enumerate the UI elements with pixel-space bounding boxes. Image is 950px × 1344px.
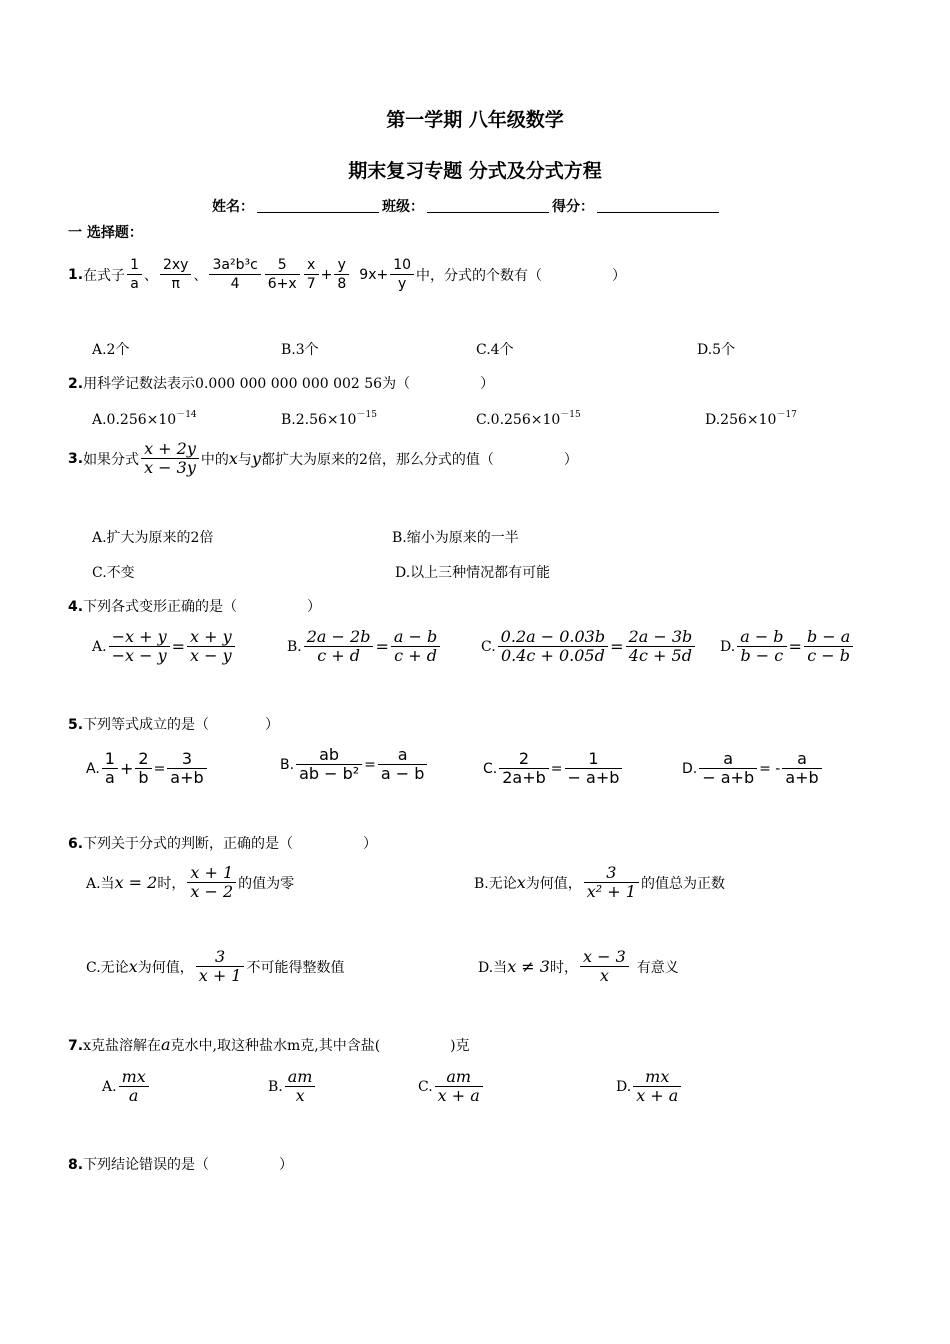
q6-option-a[interactable]: A.当 x = 2 时， $\frac{x + 1}{x - 2}$ 的值为零 (86, 863, 295, 901)
q1-option-c[interactable]: C.4个 (476, 342, 514, 358)
q7-option-d[interactable]: D. $\frac{mx}{x + a}$ (616, 1068, 683, 1105)
question-3: 3. 如果分式 $\frac{x + 2y}{x - 3y}$ 中的 x 与 y 都扩大为原来的2倍，那么分式的值（ ） (68, 439, 578, 477)
q1-fraction-4: $\frac{5}{6+x}$ (265, 256, 300, 293)
section-heading: 一 选择题： (68, 225, 143, 241)
q4-option-d[interactable]: D. $\frac{a - b}{b - c}$ = $\frac{b - a}{c - b}$ (720, 628, 855, 665)
q1-option-a[interactable]: A.2个 (92, 342, 130, 358)
question-8: 8.下列结论错误的是（ ） (68, 1157, 294, 1173)
q7-option-a[interactable]: A. $\frac{mx}{a}$ (102, 1068, 151, 1105)
question-4: 4.下列各式变形正确的是（ ） (68, 599, 322, 615)
q2-option-c[interactable]: $C.0.256\times 10^{-15}$ (476, 410, 581, 428)
q1-fraction-2: $\frac{2xy}{\pi}$ (160, 256, 191, 293)
q1-fraction-5b: $\frac{y}{8}$ (334, 256, 349, 293)
q5-option-b[interactable]: B. $\frac{ab}{\text{ab − b²}}$ = $\frac{a}{a - b}$ (280, 746, 429, 783)
question-2: 2.用科学记数法表示0.000 000 000 000 002 56为（ ） (68, 376, 495, 392)
q2-option-b[interactable]: $B.2.56\times 10^{-15}$ (281, 410, 377, 428)
q3-fraction: $\frac{x + 2y}{x - 3y}$ (141, 440, 199, 477)
q7-option-c[interactable]: C. $\frac{am}{x + a}$ (418, 1068, 485, 1105)
score-label: 得分： (552, 199, 594, 215)
question-1: 1. 在式子 $\frac{1}{a}$ 、 $\frac{2xy}{\pi}$ 、 $\frac{\text{3a²b³c}}{4}$ $\frac{5}{6+x}$ $\frac{x}{7}$ + $\frac{y}{8}$ 9x+ $\frac{10}{y}$ 中，分式的个数有（ ） (68, 257, 627, 292)
page-subtitle: 期末复习专题 分式及分式方程 (348, 160, 602, 182)
q3-option-d[interactable]: D.以上三种情况都有可能 (395, 565, 551, 581)
q1-fraction-1: $\frac{1}{a}$ (127, 256, 142, 293)
question-7: 7.x克盐溶解在a克水中,取这种盐水m克,其中含盐( )克 (68, 1035, 470, 1054)
q3-option-a[interactable]: A.扩大为原来的2倍 (92, 530, 214, 546)
name-field[interactable] (257, 199, 379, 213)
q1-fraction-5a: $\frac{x}{7}$ (304, 256, 319, 293)
question-6: 6.下列关于分式的判断，正确的是（ ） (68, 836, 378, 852)
name-label: 姓名： (212, 199, 254, 215)
q7-option-b[interactable]: B. $\frac{am}{x}$ (268, 1068, 317, 1105)
q1-fraction-3: $\frac{\text{3a²b³c}}{4}$ (209, 256, 260, 293)
q3-option-b[interactable]: B.缩小为原来的一半 (392, 530, 519, 546)
q4-option-b[interactable]: B. $\frac{2a - 2b}{c + d}$ = $\frac{a - b}{c + d}$ (287, 628, 442, 665)
q6-option-d[interactable]: D.当 x ≠ 3 时， $\frac{x - 3}{x}$ 有意义 (478, 947, 679, 985)
info-line (212, 196, 722, 216)
q4-option-a[interactable]: A. $\frac{-x + y}{-x - y}$ = $\frac{x + y}{x - y}$ (92, 628, 237, 665)
q2-option-a[interactable]: $A.0.256\times 10^{-14}$ (92, 410, 197, 428)
q6-option-c[interactable]: C.无论 x 为何值， $\frac{3}{x + 1}$ 不可能得整数值 (86, 947, 345, 985)
question-5: 5.下列等式成立的是（ ） (68, 717, 280, 733)
q2-option-d[interactable]: $D.256\times 10^{-17}$ (705, 410, 797, 428)
q5-option-a[interactable]: A. $\frac{1}{a}$ + $\frac{2}{b}$ = $\frac{3}{a+b}$ (86, 750, 209, 787)
q4-option-c[interactable]: C. $\frac{0.2a - 0.03b}{0.4c + 0.05d}$ = $\frac{2a - 3b}{4c + 5d}$ (481, 628, 697, 665)
score-field[interactable] (597, 199, 719, 213)
page-title: 第一学期 八年级数学 (386, 109, 564, 131)
q1-fraction-6: $\frac{10}{y}$ (390, 256, 414, 293)
q6-option-b[interactable]: B.无论 x 为何值， $\frac{3}{\text{x² + 1}}$ 的值总为正数 (474, 863, 725, 901)
class-label: 班级： (382, 199, 424, 215)
q1-option-b[interactable]: B.3个 (281, 342, 319, 358)
q5-option-c[interactable]: C. $\frac{2}{2a+b}$ = $\frac{1}{- a+b}$ (483, 750, 624, 787)
q3-option-c[interactable]: C.不变 (92, 565, 135, 581)
class-field[interactable] (427, 199, 549, 213)
q5-option-d[interactable]: D. $\frac{a}{- a+b}$ = - $\frac{a}{a+b}$ (682, 750, 824, 787)
q1-option-d[interactable]: D.5个 (697, 342, 736, 358)
